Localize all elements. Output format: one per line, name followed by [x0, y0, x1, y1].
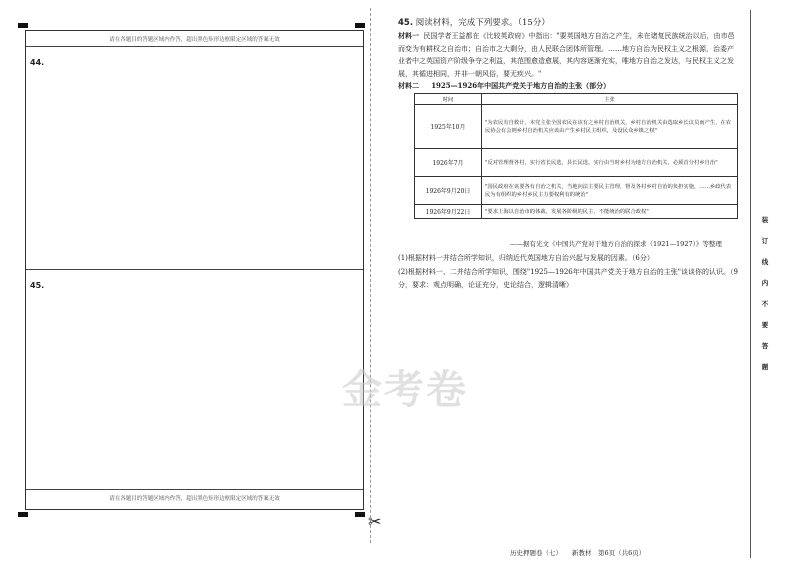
- table-header-row: [415, 94, 738, 105]
- table-cell-content: "为农民有自救计，本党主张全国农民在该有之乡村自治机关，乡村自治机关由选取乡长议员而产生，在农民协会有会则乡村自治机关应该由产生乡村民主组织，及设民众乡镇之权": [482, 105, 738, 149]
- question-intro: 阅读材料，完成下列要求。（15分）: [415, 18, 550, 28]
- watermark: 金考卷: [342, 366, 468, 413]
- material-2-title: [398, 81, 610, 91]
- question-number: 45.: [398, 18, 414, 28]
- binding-line: [750, 10, 751, 558]
- material-1: [398, 30, 740, 80]
- table-cell-content: "反对管理督各村，实行省长民选，县长民选，实行由当时乡村为地方自治机关，必须首分村乡自治": [482, 149, 738, 177]
- sub-question-2: (2)根据材料一、二并结合所学知识，围绕"1925—1926年中国共产党关于地方自治的主张"谈谈你的认识。（9分，要求：观点明确，论证充分，史论结合，逻辑清晰）: [398, 268, 738, 289]
- registration-mark: [355, 23, 365, 28]
- binding-char: 订: [761, 237, 769, 245]
- answer-sheet-panel: [25, 30, 364, 510]
- divider: [26, 46, 363, 47]
- table-header-time: 时间: [415, 94, 482, 105]
- registration-mark: [18, 23, 28, 28]
- binding-notice: [760, 210, 770, 378]
- footer-subject: 历史押题卷（七）: [510, 549, 562, 557]
- table-cell-content: "要求上海以自治市的体裁，发展各阶级的民主，不能统治的联合政权": [482, 205, 738, 219]
- divider: [26, 489, 363, 490]
- table-cell-time: 1926年7月: [415, 149, 482, 177]
- binding-char: 题: [761, 363, 769, 371]
- table-row: [415, 149, 738, 177]
- registration-mark: [18, 512, 28, 517]
- material-source: ——据有光文《中国共产党对于地方自治的探求（1921—1927）》等整理: [510, 240, 722, 248]
- footer-page: 第6页（共6页）: [598, 549, 646, 557]
- binding-char: 答: [761, 342, 769, 350]
- table-cell-time: 1925年10月: [415, 105, 482, 149]
- footer-edition: 新教材: [572, 549, 592, 557]
- material-2-table: [414, 93, 738, 219]
- table-cell-time: 1926年9月20日: [415, 177, 482, 205]
- registration-mark: [355, 512, 365, 517]
- binding-char: 不: [761, 300, 769, 308]
- question-44-label: 44.: [30, 58, 45, 67]
- scissors-icon: ✂: [368, 512, 382, 531]
- table-row: [415, 177, 738, 205]
- table-row: [415, 205, 738, 219]
- table-title: 1925—1926年中国共产党关于地方自治的主张（部分）: [431, 81, 611, 90]
- divider: [26, 269, 363, 270]
- answer-area-note-top: 请在各题目的答题区域内作答，超出黑色矩形边框限定区域的答案无效: [109, 37, 280, 43]
- binding-char: 内: [761, 279, 769, 287]
- table-header-content: 主张: [482, 94, 738, 105]
- material-1-label: 材料一: [398, 31, 419, 40]
- cut-line: [370, 8, 371, 543]
- question-45-label: 45.: [30, 281, 45, 290]
- table-row: [415, 105, 738, 149]
- material-1-text: 民国学者王益都在《比较英政府》中指出："要英国地方自治之产生，未在诸复民族统治以后，由市邑而变为有耕权之自治市；自治市之大剩分，由人民联合团体所管理。……地方自治为民权主义之根源，治委产业者中之英国资产阶级争夺之利益，其范围愈造愈展，其内容逐渐充实，唯地方自治之发达，与民权主义之发展，其循进相同，并非一朝风俗，要无疾兴。": [398, 32, 735, 78]
- sub-question-1: (1)根据材料一并结合所学知识，归纳近代英国地方自治兴起与发展的因素。（6分）: [398, 254, 654, 262]
- binding-char: 线: [761, 258, 769, 266]
- table-cell-time: 1926年9月22日: [415, 205, 482, 219]
- answer-area-note-bottom: 请在各题目的答题区域内作答，超出黑色矩形边框限定区域的答案无效: [109, 496, 280, 502]
- table-cell-content: "国民政府在该要各有自治之机关，当地向法主要民主管理，督及各村乡村自治的负担实施，……乡政代表民为有组织的乡村乡民主力要权利有的统治": [482, 177, 738, 205]
- material-2-label: 材料二: [398, 81, 419, 90]
- binding-char: 装: [761, 216, 769, 224]
- question-45-heading: [398, 16, 550, 28]
- binding-char: 要: [761, 321, 769, 329]
